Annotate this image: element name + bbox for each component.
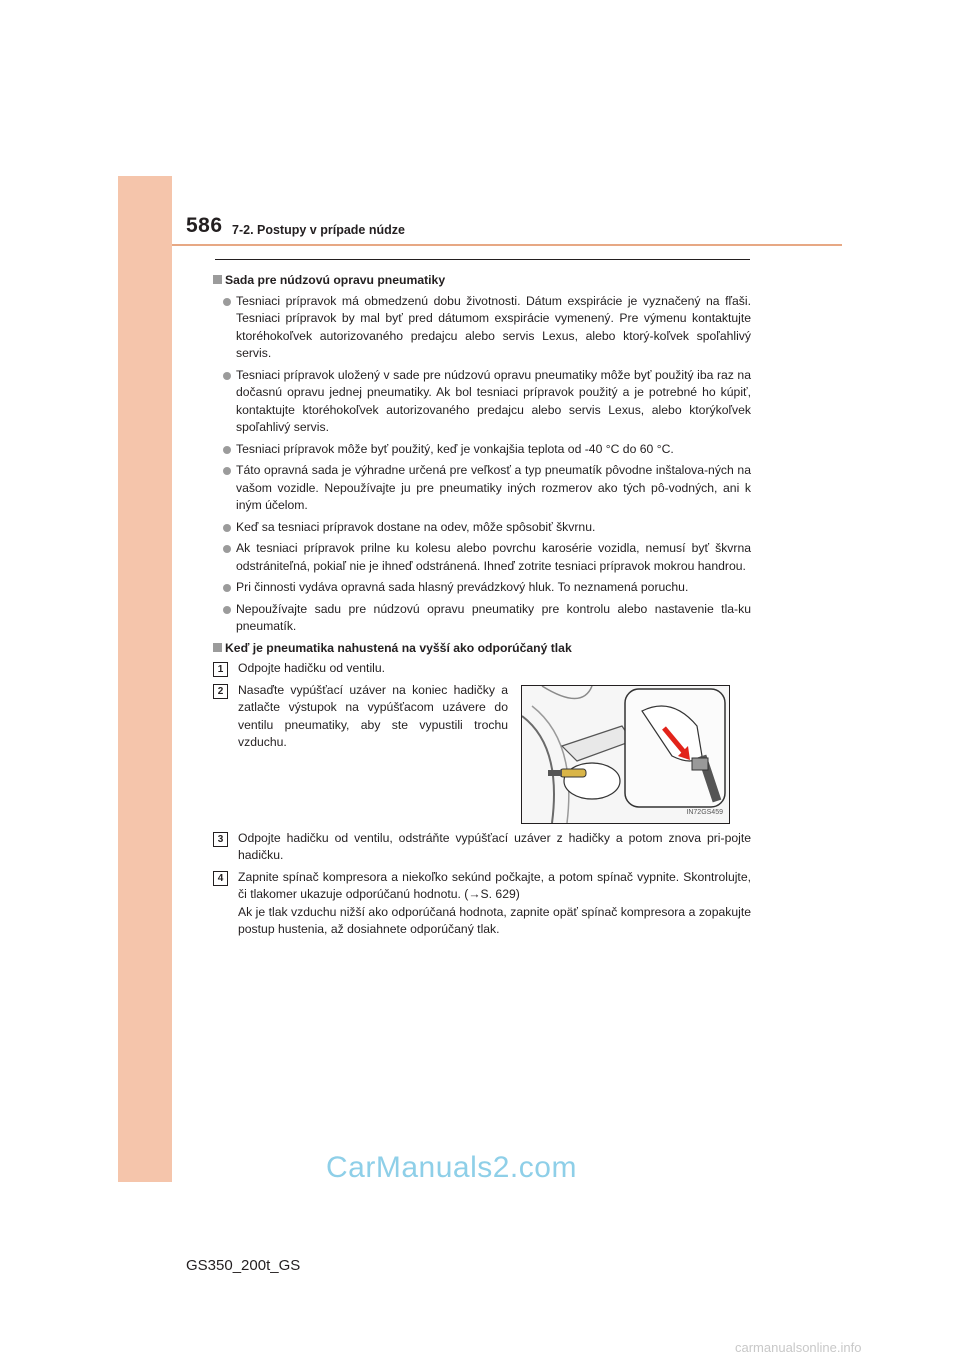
illustration-code: IN72GS459: [686, 809, 723, 816]
bullet-dot-icon: [223, 524, 231, 532]
header-rule: [172, 244, 842, 246]
bullet-dot-icon: [223, 298, 231, 306]
section-divider: [215, 259, 750, 260]
watermark-text: CarManuals2.com: [326, 1151, 577, 1184]
page-content: [213, 270, 751, 943]
step-3: 3 Odpojte hadičku od ventilu, odstráňte vypúšťací uzáver z hadičky a potom znova pri-pojte hadičku.: [213, 830, 751, 865]
step-2: 2 Nasaďte vypúšťací uzáver na koniec hadičky a zatlačte výstupok na vypúšťacom uzávere do ventilu pneumatiky, aby ste vypustili trochu vzduchu. IN72GS459: [213, 682, 751, 824]
list-item: Nepoužívajte sadu pre núdzovú opravu pneumatiky pre kontrolu alebo nastavenie tla-ku pneumatík.: [223, 601, 751, 636]
bullet-dot-icon: [223, 584, 231, 592]
chapter-title: 7-2. Postupy v prípade núdze: [232, 223, 405, 237]
section-title: Sada pre núdzovú opravu pneumatiky: [225, 273, 446, 287]
list-item: Pri činnosti vydáva opravná sada hlasný prevádzkový hluk. To neznamená poruchu.: [223, 579, 751, 597]
list-item: Tesniaci prípravok má obmedzenú dobu životnosti. Dátum exspirácie je vyznačený na fľaši. Tesniaci prípravok by mal byť pred dátumom exspirácie vymenený. Pre výmenu kontaktujte ktoréhokoľvek autorizovaného predajcu alebo servis Lexus, alebo ktorý-koľvek spoľahlivý servis.: [223, 293, 751, 363]
bullet-dot-icon: [223, 606, 231, 614]
footer-site-link[interactable]: carmanualsonline.info: [735, 1340, 862, 1355]
step-1: 1 Odpojte hadičku od ventilu.: [213, 660, 751, 678]
list-item: Ak tesniaci prípravok prilne ku kolesu alebo povrchu karosérie vozidla, nemusí byť škvrna odstrániteľná, pokiaľ nie je ihneď odstránená. Ihneď zotrite tesniaci prípravok mokrou handrou.: [223, 540, 751, 575]
list-item: Tesniaci prípravok môže byť použitý, keď je vonkajšia teplota od -40 °C do 60 °C.: [223, 441, 751, 459]
step-number: 1: [213, 662, 228, 677]
square-bullet-icon: [213, 275, 222, 284]
step-number: 3: [213, 832, 228, 847]
section-heading: [213, 272, 751, 290]
side-color-band: [118, 176, 172, 1182]
step-4: 4 Zapnite spínač kompresora a niekoľko sekúnd počkajte, a potom spínač vypnite. Skontrolujte, či tlakomer ukazuje odporúčanú hodnotu. (→S. 629) Ak je tlak vzduchu nižší ako odporúčaná hodnota, zapnite opäť spínač kompresora a zopakujte postup hustenia, až dosiahnete odporúčaný tlak.: [213, 869, 751, 939]
list-item: Keď sa tesniaci prípravok dostane na odev, môže spôsobiť škvrnu.: [223, 519, 751, 537]
list-item: Táto opravná sada je výhradne určená pre veľkosť a typ pneumatík pôvodne inštalova-ných na vašom vozidle. Nepoužívajte ju pre pneumatiky iných rozmerov ako tých pô-vodných, ani k iným účelom.: [223, 462, 751, 515]
tire-valve-icon: [522, 686, 729, 823]
step-number: 2: [213, 684, 228, 699]
model-code: GS350_200t_GS: [186, 1257, 301, 1274]
square-bullet-icon: [213, 643, 222, 652]
bullet-dot-icon: [223, 372, 231, 380]
section-title: Keď je pneumatika nahustená na vyšší ako odporúčaný tlak: [225, 640, 572, 655]
page-number: 586: [186, 214, 223, 237]
bullet-dot-icon: [223, 446, 231, 454]
bullet-dot-icon: [223, 545, 231, 553]
step-number: 4: [213, 871, 228, 886]
valve-illustration: [521, 685, 730, 824]
section-heading: [213, 640, 751, 658]
bullet-dot-icon: [223, 467, 231, 475]
list-item: Tesniaci prípravok uložený v sade pre núdzovú opravu pneumatiky môže byť použitý iba raz na dočasnú opravu jednej pneumatiky. Ak bol tesniaci prípravok použitý a je potrebné ho kúpiť, kontaktujte ktoréhokoľvek autorizovaného predajcu alebo servis Lexus, alebo ktorýkoľvek spoľahlivý servis.: [223, 367, 751, 437]
